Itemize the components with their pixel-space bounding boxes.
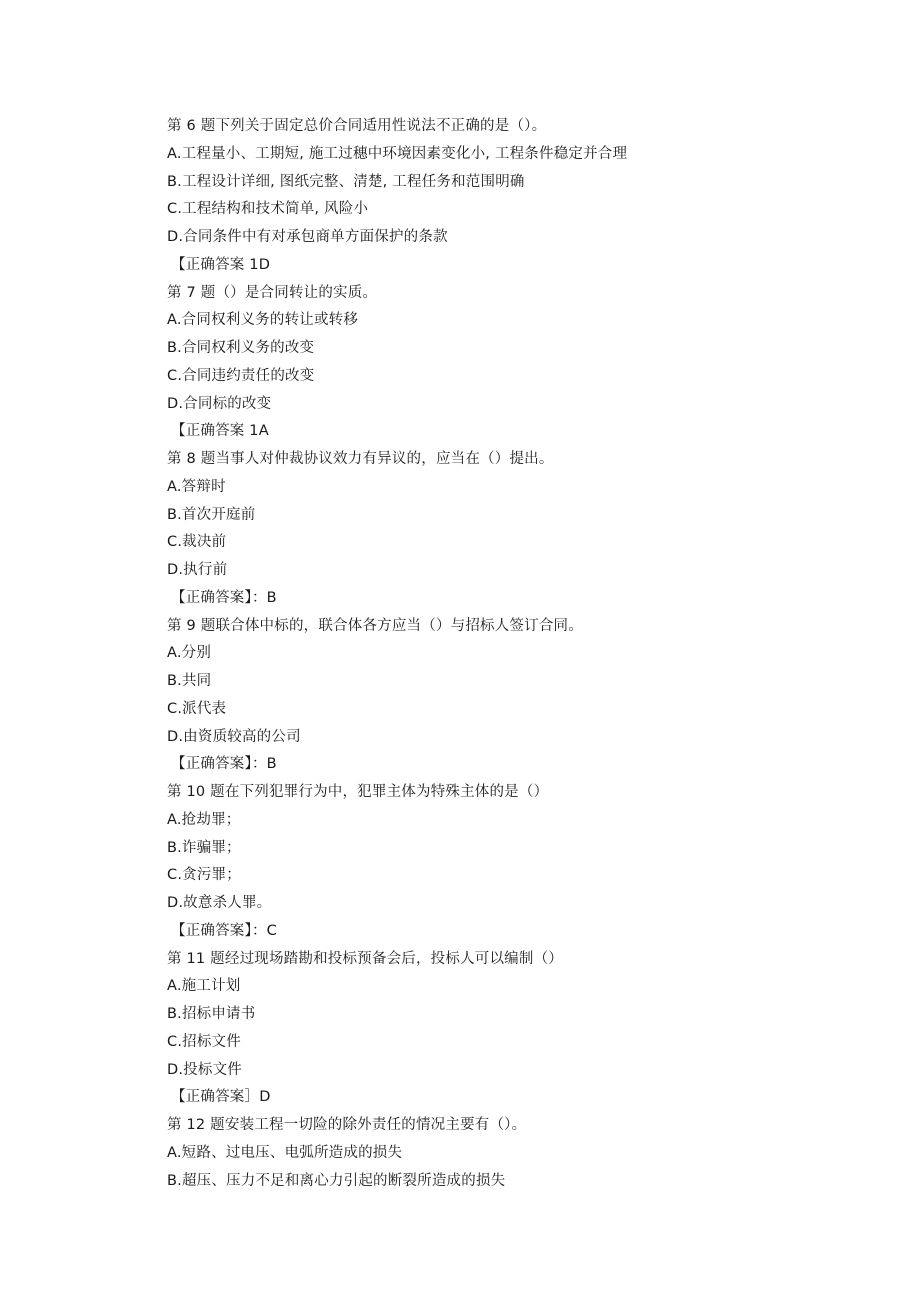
document-body [167, 113, 867, 1195]
question-8-option-a: A.答辩时 [167, 478, 226, 495]
question-9-answer: 【正确答案】：B [171, 756, 277, 773]
question-9-option-b: B.共同 [167, 673, 212, 689]
question-7-option-d: D.合同标的改变 [167, 395, 272, 412]
question-6-answer: 【正确答案 1D [171, 256, 271, 273]
question-9: 第 9 题联合体中标的，联合体各方应当（）与招标人签订合同。 [167, 617, 583, 634]
question-12-option-a: A.短路、过电压、电弧所造成的损失 [167, 1144, 403, 1161]
question-11: 第 11 题经过现场踏勘和投标预备会后，投标人可以编制（） [167, 950, 563, 967]
question-7-option-a: A.合同权利义务的转让或转移 [167, 312, 359, 329]
question-6-option-b: B.工程设计详细, 图纸完整、清楚, 工程任务和范围明确 [167, 173, 525, 190]
question-11-option-c: C.招标文件 [167, 1033, 241, 1050]
question-8-option-c: C.裁决前 [167, 534, 227, 551]
question-6: 第 6 题下列关于固定总价合同适用性说法不正确的是（）。 [167, 118, 547, 134]
question-8-option-b: B.首次开庭前 [167, 506, 256, 523]
question-7-answer: 【正确答案 1A [171, 423, 269, 440]
question-10: 第 10 题在下列犯罪行为中，犯罪主体为特殊主体的是（） [167, 784, 549, 800]
question-11-option-d: D.投标文件 [167, 1061, 242, 1078]
question-8-answer: 【正确答案】：B [171, 589, 277, 606]
question-10-option-d: D.故意杀人罪。 [167, 895, 272, 911]
question-11-option-a: A.施工计划 [167, 978, 241, 995]
question-6-option-c: C.工程结构和技术简单, 风险小 [167, 201, 369, 218]
question-10-option-b: B.诈骗罪； [167, 839, 241, 856]
question-6-option-a: A.工程量小、工期短, 施工过穗中环境因素变化小, 工程条件稳定并合理 [167, 145, 628, 162]
question-8-option-d: D.执行前 [167, 562, 228, 578]
question-12-option-b: B.超压、压力不足和离心力引起的断裂所造成的损失 [167, 1172, 506, 1189]
question-10-answer: 【正确答案】：C [171, 922, 277, 939]
question-11-option-b: B.招标申请书 [167, 1006, 256, 1022]
question-11-answer: 【正确答案］D [171, 1089, 271, 1106]
question-10-option-c: C.贪污罪； [167, 867, 241, 884]
question-10-option-a: A.抢劫罪； [167, 811, 241, 828]
question-6-option-d: D.合同条件中有对承包商单方面保护的条款 [167, 229, 448, 245]
question-12: 第 12 题安装工程一切险的除外责任的情况主要有（）。 [167, 1117, 527, 1133]
question-7-option-c: C.合同违约责任的改变 [167, 367, 315, 384]
question-7: 第 7 题（）是合同转让的实质。 [167, 284, 378, 301]
question-9-option-d: D.由资质较高的公司 [167, 728, 301, 745]
question-7-option-b: B.合同权利义务的改变 [167, 340, 315, 356]
question-8: 第 8 题当事人对仲裁协议效力有异议的，应当在（）提出。 [167, 451, 554, 467]
question-9-option-c: C.派代表 [167, 700, 227, 717]
question-9-option-a: A.分别 [167, 645, 212, 662]
